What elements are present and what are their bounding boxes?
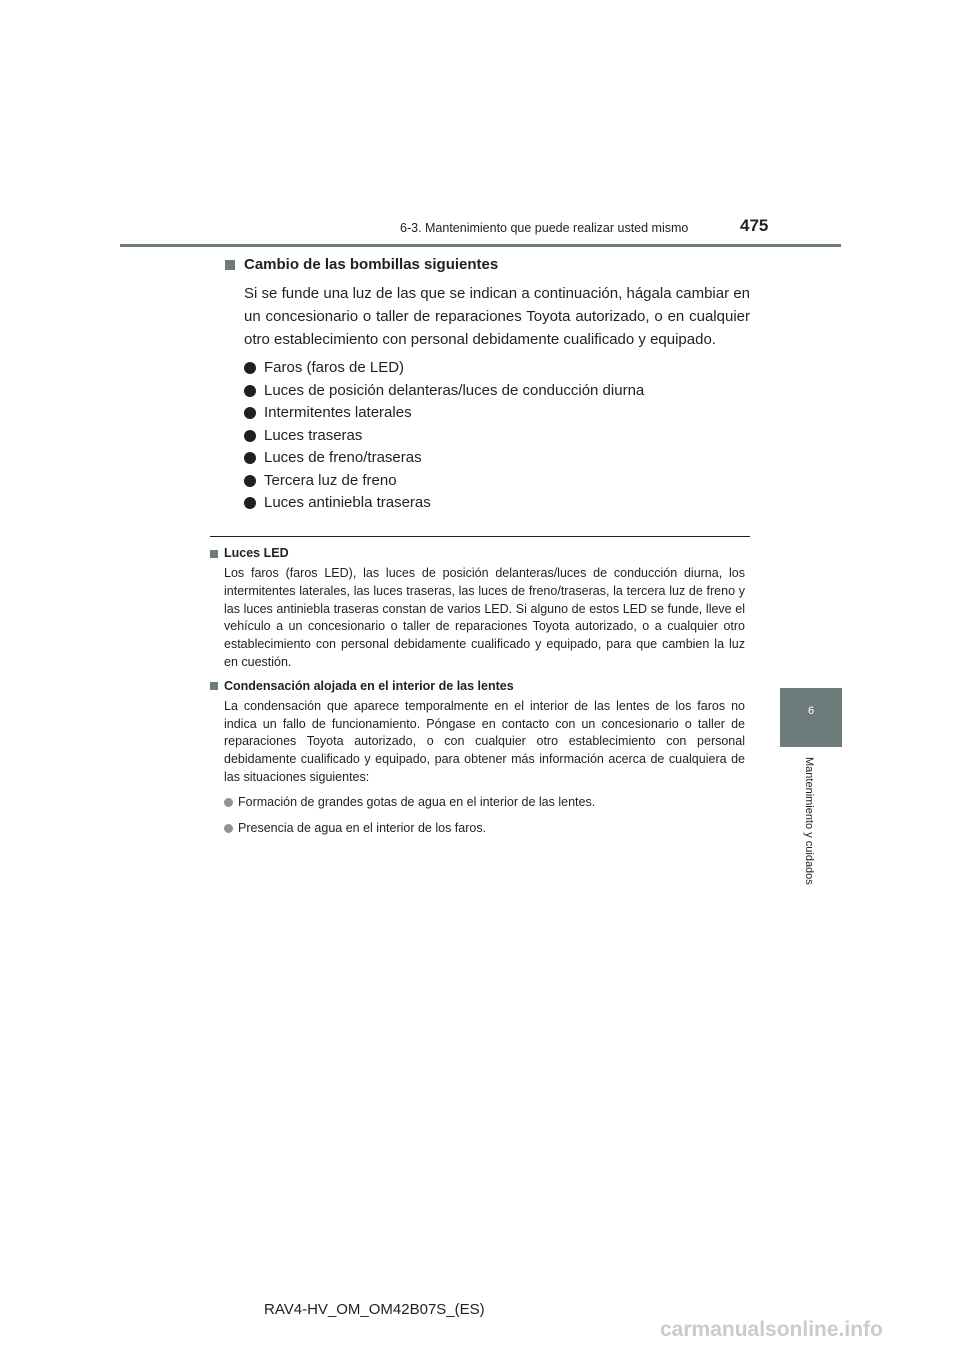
chapter-tab-number: 6 xyxy=(807,705,815,717)
intro-paragraph: Si se funde una luz de las que se indican a continuación, hágala cambiar en un concesionario o taller de reparaciones Toyota autorizado, o en cualquier otro establecimiento con personal debidamente cualificado y equipado. xyxy=(244,285,750,348)
header-divider xyxy=(120,244,841,247)
list-item: Intermitentes laterales xyxy=(244,402,750,425)
list-item: Luces de freno/traseras xyxy=(244,447,750,470)
chapter-tab[interactable] xyxy=(780,688,842,747)
condensation-list xyxy=(224,794,745,837)
bullet-dot-icon xyxy=(244,407,256,419)
document-code: RAV4-HV_OM_OM42B07S_(ES) xyxy=(264,1301,485,1318)
main-content xyxy=(225,255,750,515)
bullet-dot-icon xyxy=(244,430,256,442)
bullet-dot-icon xyxy=(244,362,256,374)
square-bullet-icon xyxy=(225,260,235,270)
bullet-dot-icon xyxy=(244,452,256,464)
list-item: Luces traseras xyxy=(244,425,750,448)
watermark: carmanualsonline.info xyxy=(660,1318,883,1341)
section-title: 6-3. Mantenimiento que puede realizar usted mismo xyxy=(400,221,689,235)
note-body: La condensación que aparece temporalmente en el interior de las lentes de los faros no indica un fallo de funcionamiento. Póngase en contacto con un concesionario o taller de reparaciones Toyota autorizado, o con cualquier otro establecimiento con personal debidamente cualificado y equipado, para obtener más información acerca de cualquiera de las situaciones siguientes: xyxy=(224,698,745,784)
bullet-dot-icon xyxy=(224,824,233,833)
bullet-dot-icon xyxy=(244,497,256,509)
bullet-dot-icon xyxy=(244,475,256,487)
bullet-dot-icon xyxy=(244,385,256,397)
list-item: Formación de grandes gotas de agua en el interior de las lentes. xyxy=(224,794,745,811)
list-item: Presencia de agua en el interior de los faros. xyxy=(224,820,745,837)
list-item: Luces antiniebla traseras xyxy=(244,492,750,515)
section-heading xyxy=(225,255,750,275)
notes-divider xyxy=(210,536,750,537)
bulb-list xyxy=(244,357,750,515)
square-bullet-icon xyxy=(210,682,218,690)
chapter-tab-label: Mantenimiento y cuidados xyxy=(803,757,815,885)
note-title: Luces LED xyxy=(210,545,745,562)
page-number: 475 xyxy=(740,216,769,235)
notes-section xyxy=(210,545,745,846)
list-item: Luces de posición delanteras/luces de conducción diurna xyxy=(244,380,750,403)
bullet-dot-icon xyxy=(224,798,233,807)
note-condensation xyxy=(210,678,745,837)
list-item: Tercera luz de freno xyxy=(244,470,750,493)
note-body: Los faros (faros LED), las luces de posición delanteras/luces de conducción diurna, los intermitentes laterales, las luces traseras, las luces de freno/traseras, la tercera luz de freno y las luces antiniebla traseras constan de varios LED. Si alguno de estos LED se funde, lleve el vehículo a un concesionario o taller de reparaciones Toyota autorizado, o a cualquier otro establecimiento con personal debidamente cualificado y equipado, para que cambien la luz en cuestión. xyxy=(224,566,745,669)
square-bullet-icon xyxy=(210,550,218,558)
note-title: Condensación alojada en el interior de las lentes xyxy=(210,678,745,695)
list-item: Faros (faros de LED) xyxy=(244,357,750,380)
note-led xyxy=(210,545,745,672)
section-heading-text: Cambio de las bombillas siguientes xyxy=(244,256,499,273)
